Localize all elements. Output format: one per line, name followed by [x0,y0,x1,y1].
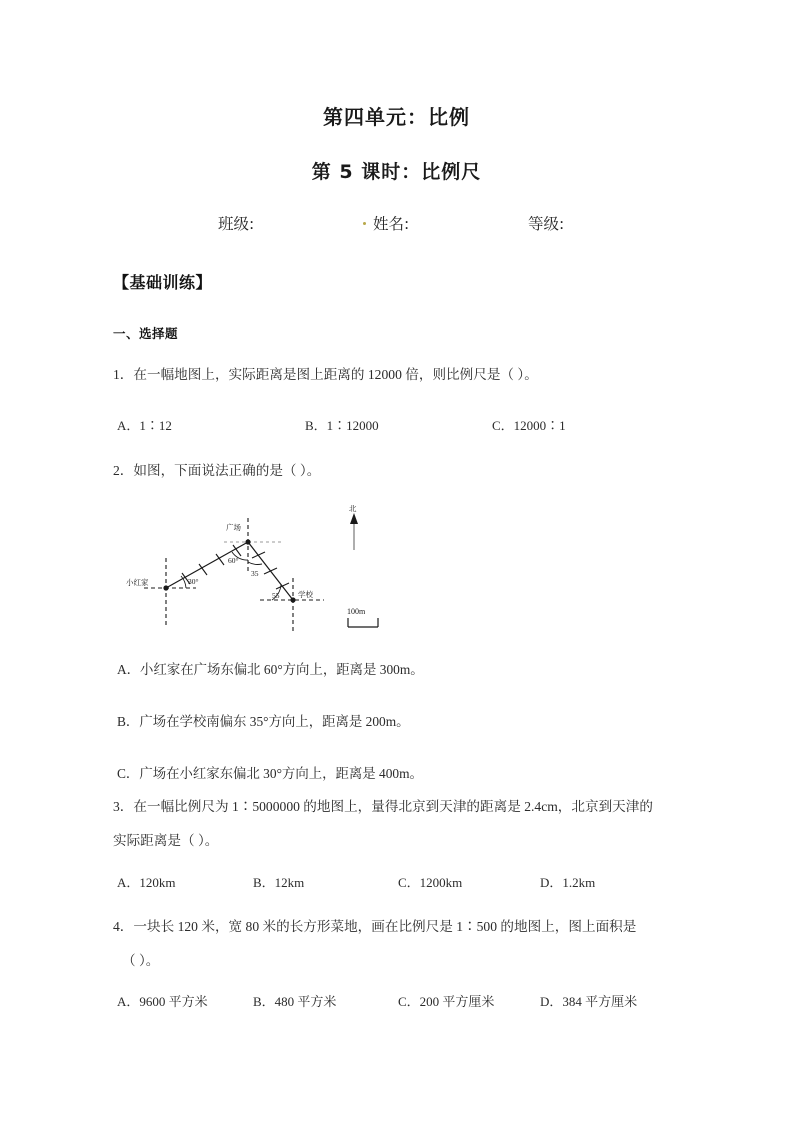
question-4-text-line-1: 4．一块长 120 米，宽 80 米的长方形菜地，画在比例尺是 1∶500 的地图上，图上面积是 [113,919,637,934]
question-2-option-b[interactable]: B．广场在学校南偏东 35°方向上，距离是 200m。 [117,714,410,729]
angle-label-square-west: 60° [228,556,239,565]
question-3-option-a[interactable]: A．120km [117,875,176,890]
class-label: 班级: [218,215,255,233]
page-title-unit: 第四单元：比例 [323,105,470,129]
node-school-dot [290,597,295,602]
question-4-option-b[interactable]: B．480 平方米 [253,994,337,1009]
grade-label: 等级: [528,215,565,233]
question-3-text-line-2: 实际距离是（ ）。 [113,833,219,848]
question-3-option-c[interactable]: C．1200km [398,875,463,890]
node-label-school: 学校 [298,590,313,599]
node-square-dot [245,539,250,544]
angle-label-home: 30° [188,577,199,586]
angle-label-school: 55 [272,591,280,600]
section-heading-basic-training: 【基础训练】 [113,273,213,292]
question-4-text-line-2: （ ）。 [122,953,160,968]
question-1-option-c[interactable]: C．12000∶1 [492,418,566,433]
compass-label-north: 北 [349,504,357,513]
question-4-option-d[interactable]: D．384 平方厘米 [540,994,638,1009]
node-home-dot [163,585,168,590]
question-4-option-c[interactable]: C．200 平方厘米 [398,994,495,1009]
node-label-home: 小红家 [126,578,149,587]
name-label: 姓名: [373,215,410,233]
scale-bar [348,618,378,627]
page-title-lesson: 第 5 课时：比例尺 [311,161,482,183]
question-2-text: 2．如图，下面说法正确的是（ ）。 [113,463,321,478]
question-3-option-b[interactable]: B．12km [253,875,305,890]
question-2-figure [120,500,400,635]
question-3-option-d[interactable]: D．1.2km [540,875,596,890]
separator-dot [363,222,366,225]
question-3-text-line-1: 3．在一幅比例尺为 1∶5000000 的地图上，量得北京到天津的距离是 2.4cm，北京到天津的 [113,799,653,814]
question-2-option-c[interactable]: C．广场在小红家东偏北 30°方向上，距离是 400m。 [117,766,423,781]
question-1-option-b[interactable]: B．1∶12000 [305,418,379,433]
scale-bar-label: 100m [347,607,366,616]
student-info-line [218,212,638,238]
compass-north-arrow [350,513,358,550]
arc-square-south-angle [248,562,262,564]
angle-label-square-south: 35 [251,569,259,578]
question-2-option-a[interactable]: A．小红家在广场东偏北 60°方向上，距离是 300m。 [117,662,424,677]
sub-heading-multiple-choice: 一、选择题 [113,326,179,341]
question-1-text: 1．在一幅地图上，实际距离是图上距离的 12000 倍，则比例尺是（ ）。 [113,367,538,382]
question-4-option-a[interactable]: A．9600 平方米 [117,994,208,1009]
node-label-square: 广场 [226,523,241,532]
question-1-option-a[interactable]: A．1∶12 [117,418,172,433]
